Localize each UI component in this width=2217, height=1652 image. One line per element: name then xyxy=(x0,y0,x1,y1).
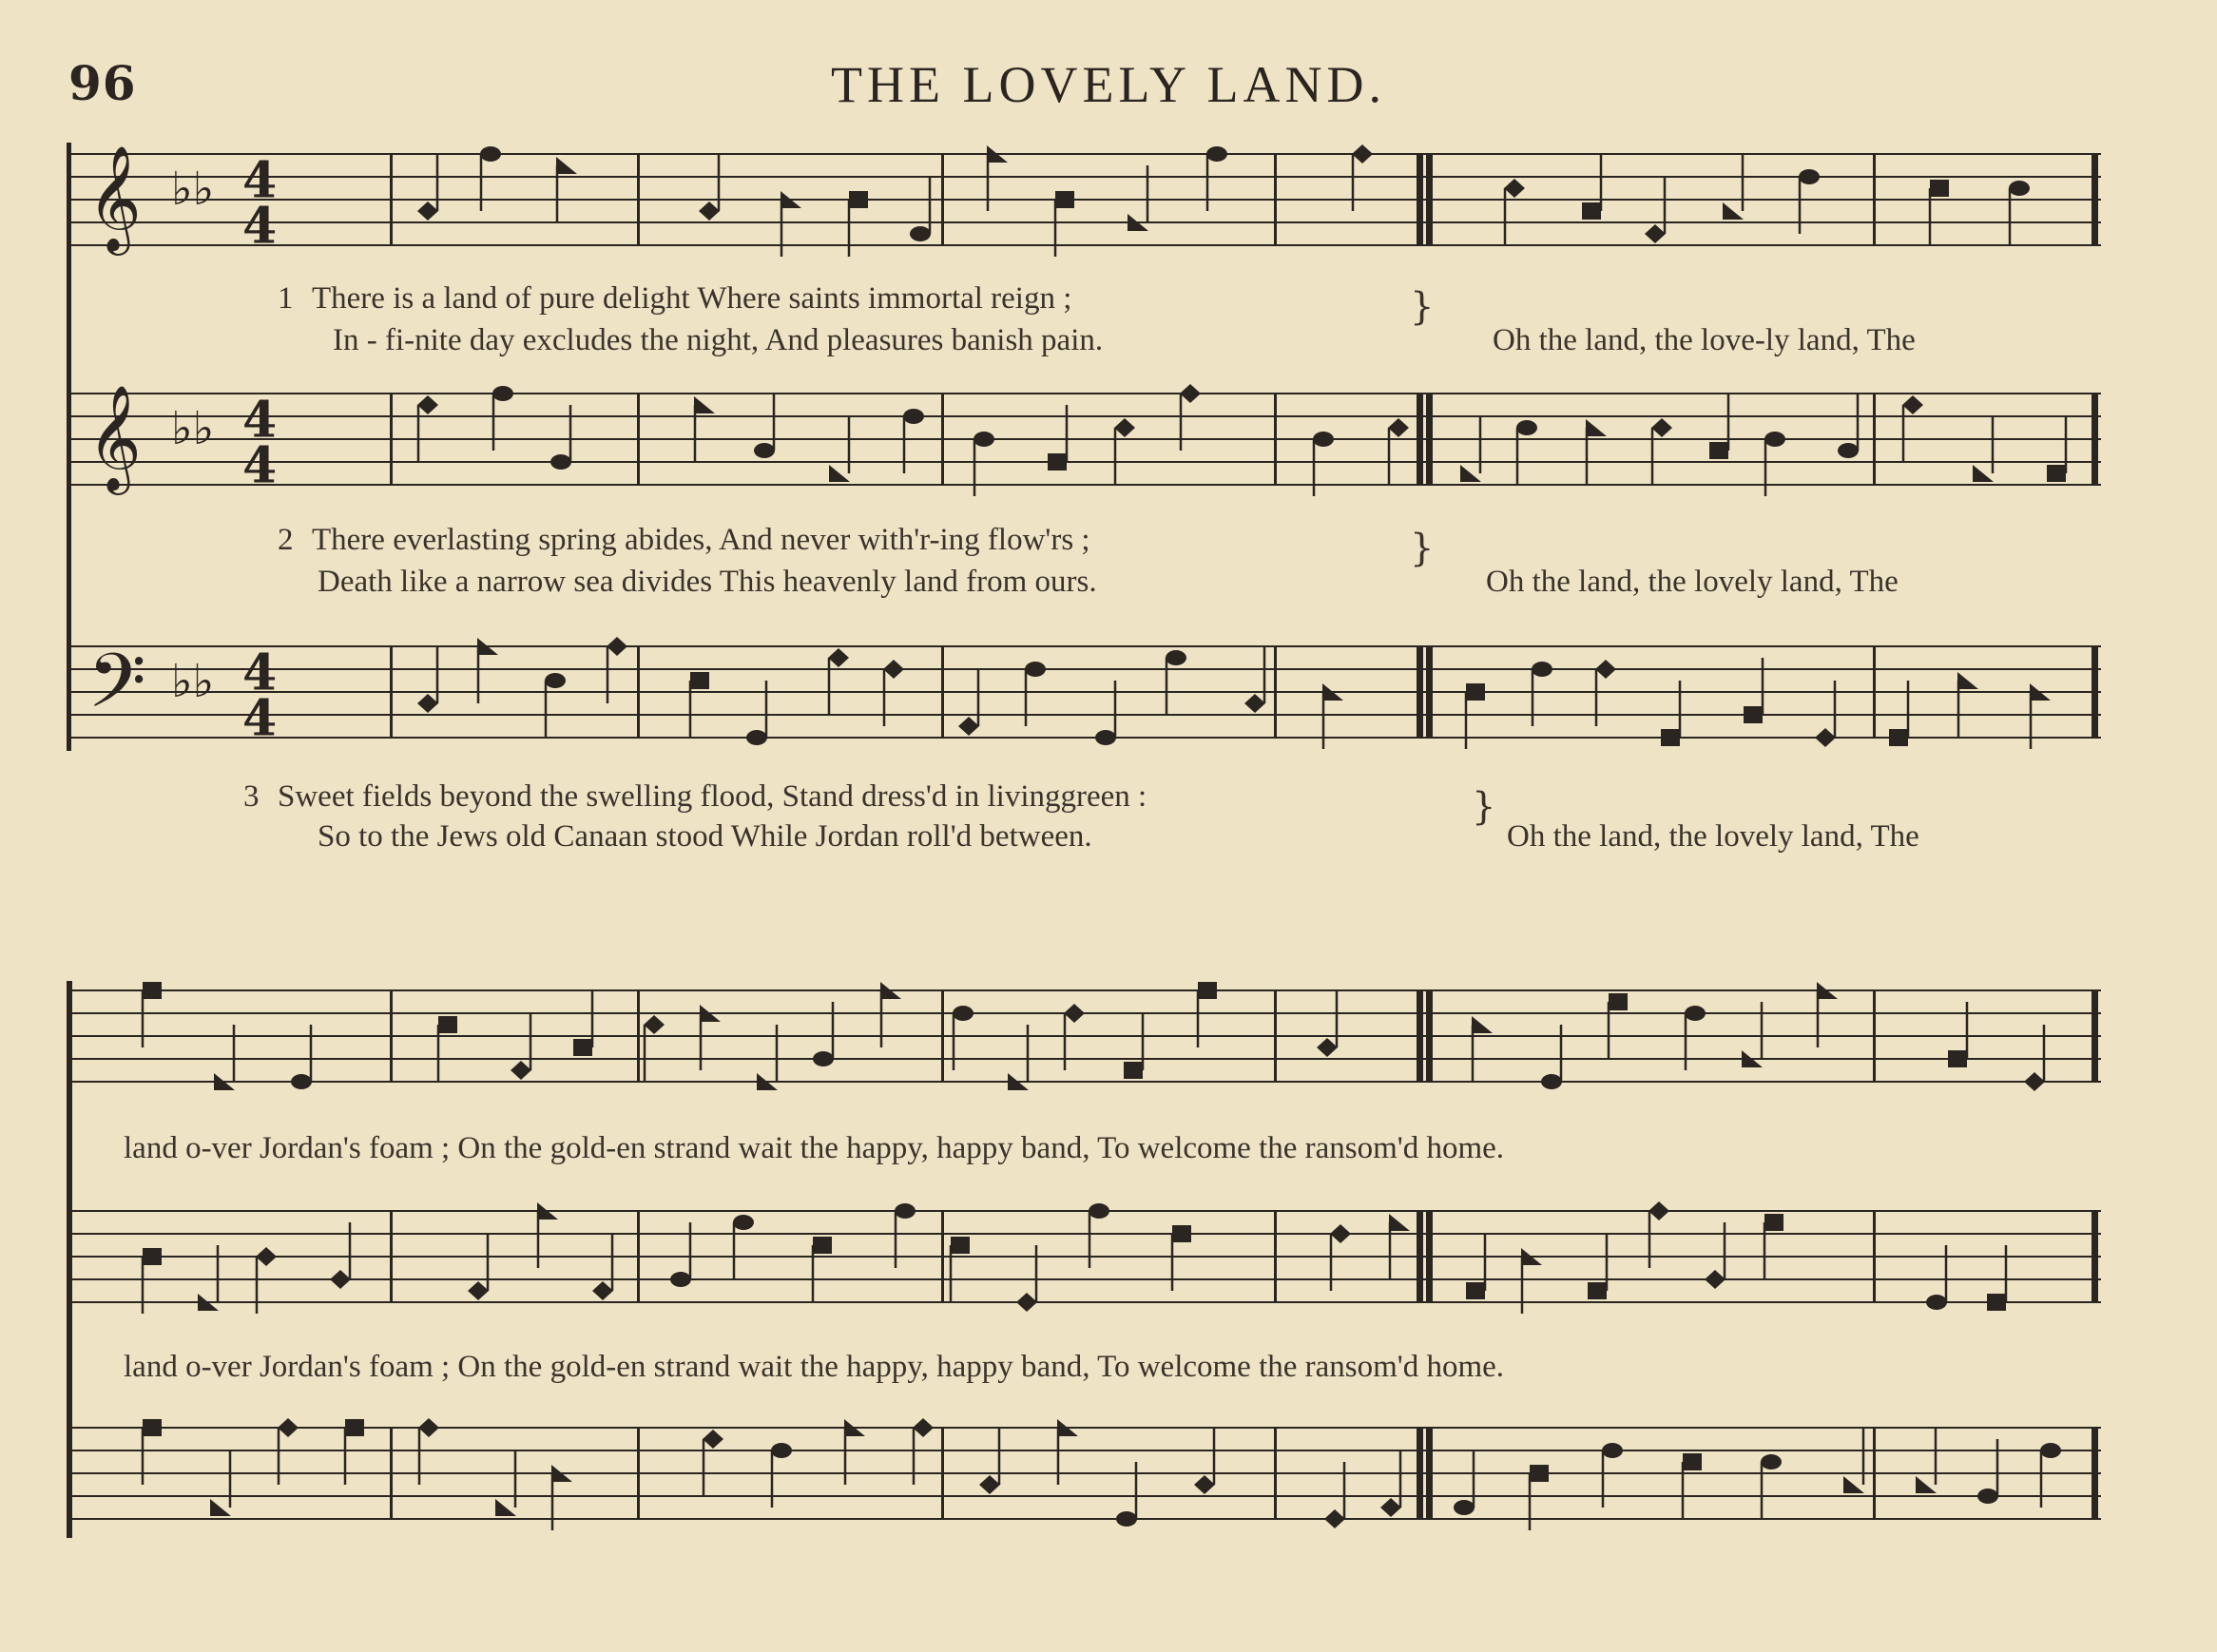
shape-note xyxy=(1916,1476,1937,1493)
shape-note xyxy=(1324,1509,1345,1528)
shape-note xyxy=(1957,672,1978,689)
shape-note xyxy=(1709,442,1728,459)
shape-note xyxy=(1532,662,1552,677)
shape-note xyxy=(1466,1282,1485,1299)
verse-3-text-a: Sweet fields beyond the swelling flood, Stand dress'd in livinggreen : xyxy=(278,779,1147,814)
shape-note xyxy=(1380,1498,1401,1517)
verse-2-text-b: Death like a narrow sea divides This heavenly land from ours. xyxy=(318,565,1097,599)
shape-note xyxy=(2024,1072,2045,1091)
shape-note xyxy=(1651,418,1672,437)
svg-text:𝄞: 𝄞 xyxy=(87,144,142,252)
shape-note xyxy=(1744,706,1763,723)
shape-note xyxy=(1683,1453,1702,1470)
shape-note xyxy=(1764,1214,1783,1231)
shape-note xyxy=(607,637,627,656)
shape-note xyxy=(813,1051,834,1066)
svg-text:4: 4 xyxy=(242,644,278,702)
svg-text:♭♭: ♭♭ xyxy=(171,401,215,455)
verse-2-text-a: There everlasting spring abides, And never with'r-ing flow'rs ; xyxy=(312,523,1090,557)
shape-note xyxy=(1016,1293,1037,1312)
shape-note xyxy=(903,409,924,424)
svg-text:4: 4 xyxy=(242,689,278,748)
system-1-left-bar xyxy=(67,143,71,751)
verse-2-line-1 xyxy=(278,523,1090,558)
shape-note xyxy=(1705,1270,1725,1289)
shape-note xyxy=(1330,1224,1351,1243)
shape-note xyxy=(592,1281,613,1300)
shape-note xyxy=(1761,1454,1782,1470)
shape-note xyxy=(1799,169,1820,184)
shape-note xyxy=(143,1419,162,1436)
shape-note xyxy=(1926,1295,1947,1310)
shape-note xyxy=(1389,1214,1410,1231)
shape-note xyxy=(291,1074,312,1089)
system-2-left-bar xyxy=(67,981,72,1538)
shape-note xyxy=(699,202,720,221)
shape-note xyxy=(550,454,571,470)
shape-note xyxy=(1025,662,1046,677)
shape-note xyxy=(1977,1489,1998,1504)
shape-note xyxy=(1685,1006,1706,1021)
shape-note xyxy=(418,1418,439,1437)
shape-note xyxy=(256,1247,277,1266)
shape-note xyxy=(438,1016,457,1033)
shape-note xyxy=(1902,395,1923,414)
shape-note xyxy=(958,717,979,736)
shape-note xyxy=(1352,144,1373,163)
shape-note xyxy=(556,157,577,174)
verse-1-line-1 xyxy=(278,281,1071,317)
system-1-staff-1 xyxy=(67,143,2101,276)
shape-note xyxy=(573,1039,592,1056)
shape-note xyxy=(1180,384,1201,403)
verse-2-refrain-start: Oh the land, the lovely land, The xyxy=(1486,565,1899,599)
verse-1-refrain-start: Oh the land, the love-ly land, The xyxy=(1493,323,1916,357)
shape-note xyxy=(895,1203,916,1219)
shape-note xyxy=(278,1418,299,1437)
shape-note xyxy=(330,1270,351,1289)
shape-note xyxy=(849,191,868,208)
shape-note xyxy=(1595,660,1616,679)
page-number: 96 xyxy=(68,55,137,111)
shape-note xyxy=(2009,181,2030,196)
shape-note xyxy=(468,1281,489,1300)
shape-note xyxy=(1317,1038,1338,1057)
shape-note xyxy=(492,386,513,401)
verse-3-text-b: So to the Jews old Canaan stood While Jordan roll'd between. xyxy=(318,819,1092,854)
shape-note xyxy=(690,672,709,689)
shape-note xyxy=(979,1475,1000,1494)
shape-note xyxy=(1172,1225,1191,1242)
verse-1-brace: } xyxy=(1410,285,1435,329)
shape-note xyxy=(1586,419,1607,436)
shape-note xyxy=(1089,1203,1109,1219)
verse-2-brace: } xyxy=(1410,527,1435,570)
svg-text:4: 4 xyxy=(242,436,278,495)
svg-text:4: 4 xyxy=(242,197,278,256)
verse-3-line-1 xyxy=(243,779,1147,815)
shape-note xyxy=(913,1418,934,1437)
shape-note xyxy=(1889,729,1908,746)
shape-note xyxy=(1648,1201,1669,1220)
shape-note xyxy=(1541,1074,1562,1089)
shape-note xyxy=(1048,453,1067,471)
system-2-lyric-2: land o-ver Jordan's foam ; On the gold-en strand wait the happy, happy band, To welcome the ransom'd home. xyxy=(124,1350,1505,1384)
shape-note xyxy=(1064,1004,1085,1023)
shape-note xyxy=(545,673,566,688)
shape-note xyxy=(813,1237,832,1254)
shape-note xyxy=(1843,1476,1864,1493)
svg-text:4: 4 xyxy=(242,151,278,210)
verse-number-1: 1 xyxy=(278,281,294,316)
shape-note xyxy=(1723,202,1744,220)
verse-3-refrain-start: Oh the land, the lovely land, The xyxy=(1507,819,1919,854)
shape-note xyxy=(1095,730,1116,745)
shape-note xyxy=(1055,191,1074,208)
shape-note xyxy=(644,1015,665,1034)
verse-3-line-2 xyxy=(318,819,1092,855)
svg-text:♭♭: ♭♭ xyxy=(171,654,215,708)
svg-text:4: 4 xyxy=(242,391,278,450)
verse-3-brace: } xyxy=(1472,785,1496,829)
shape-note xyxy=(974,432,994,447)
verse-2-line-2 xyxy=(318,565,1097,600)
shape-note xyxy=(771,1443,792,1458)
shape-note xyxy=(417,202,438,221)
shape-note xyxy=(1987,1294,2006,1311)
shape-note xyxy=(1661,729,1680,746)
page-title: THE LOVELY LAND. xyxy=(831,56,1386,113)
shape-note xyxy=(2040,1443,2061,1458)
shape-note xyxy=(829,465,850,482)
svg-text:♭♭: ♭♭ xyxy=(171,162,215,216)
shape-note xyxy=(1166,650,1186,665)
shape-note xyxy=(746,730,767,745)
shape-note xyxy=(1244,694,1265,713)
shape-note xyxy=(210,1499,231,1516)
shape-note xyxy=(511,1061,531,1080)
shape-note xyxy=(143,982,162,999)
verse-number-2: 2 xyxy=(278,523,294,557)
system-1-staff-3 xyxy=(67,635,2101,768)
shape-note xyxy=(1948,1050,1967,1067)
shape-note xyxy=(1530,1465,1549,1482)
system-2-staff-2 xyxy=(67,1200,2101,1333)
shape-note xyxy=(1472,1016,1493,1033)
verse-1-text-a: There is a land of pure delight Where saints immortal reign ; xyxy=(312,281,1072,316)
shape-note xyxy=(733,1215,754,1230)
shape-note xyxy=(951,1237,970,1254)
shape-note xyxy=(1206,146,1227,162)
system-2-lyric-1: land o-ver Jordan's foam ; On the gold-en strand wait the happy, happy band, To welcome the ransom'd home. xyxy=(124,1131,1505,1165)
shape-note xyxy=(1815,728,1836,747)
shape-note xyxy=(1609,993,1628,1010)
shape-note xyxy=(480,146,501,162)
shape-note xyxy=(1764,432,1785,447)
shape-note xyxy=(1198,982,1217,999)
shape-note xyxy=(1454,1500,1475,1515)
shape-note xyxy=(417,395,438,414)
verse-1-line-2 xyxy=(333,323,1103,358)
svg-text:𝄞: 𝄞 xyxy=(87,384,142,491)
verse-number-3: 3 xyxy=(243,779,260,814)
shape-note xyxy=(1194,1475,1215,1494)
shape-note xyxy=(1582,202,1601,220)
shape-note xyxy=(1838,443,1859,458)
svg-text:𝄢: 𝄢 xyxy=(87,637,146,744)
shape-note xyxy=(345,1419,364,1436)
system-1-staff-2 xyxy=(67,382,2101,515)
shape-note xyxy=(883,660,904,679)
shape-note xyxy=(1124,1062,1143,1079)
shape-note xyxy=(1466,683,1485,701)
shape-note xyxy=(953,1006,974,1021)
shape-note xyxy=(1116,1511,1137,1527)
shape-note xyxy=(1973,465,1994,482)
system-2-staff-3 xyxy=(67,1416,2101,1549)
shape-note xyxy=(1388,418,1409,437)
shape-note xyxy=(1504,179,1525,198)
shape-note xyxy=(828,648,849,667)
shape-note xyxy=(1313,432,1334,447)
shape-note xyxy=(1516,420,1537,435)
shape-note xyxy=(670,1272,691,1287)
shape-note xyxy=(1602,1443,1623,1458)
verse-1-text-b: In - fi-nite day excludes the night, And pleasures banish pain. xyxy=(333,323,1104,357)
shape-note xyxy=(694,396,715,413)
shape-note xyxy=(2047,465,2066,482)
shape-note xyxy=(703,1430,723,1449)
shape-note xyxy=(1460,465,1481,482)
shape-note xyxy=(754,443,775,458)
shape-note xyxy=(1114,418,1135,437)
shape-note xyxy=(143,1248,162,1265)
shape-note xyxy=(1588,1282,1607,1299)
shape-note xyxy=(1645,224,1666,243)
shape-note xyxy=(910,226,931,241)
system-2-staff-1 xyxy=(67,979,2101,1112)
shape-note xyxy=(417,694,438,713)
shape-note xyxy=(1930,180,1949,197)
shape-note xyxy=(495,1499,516,1516)
